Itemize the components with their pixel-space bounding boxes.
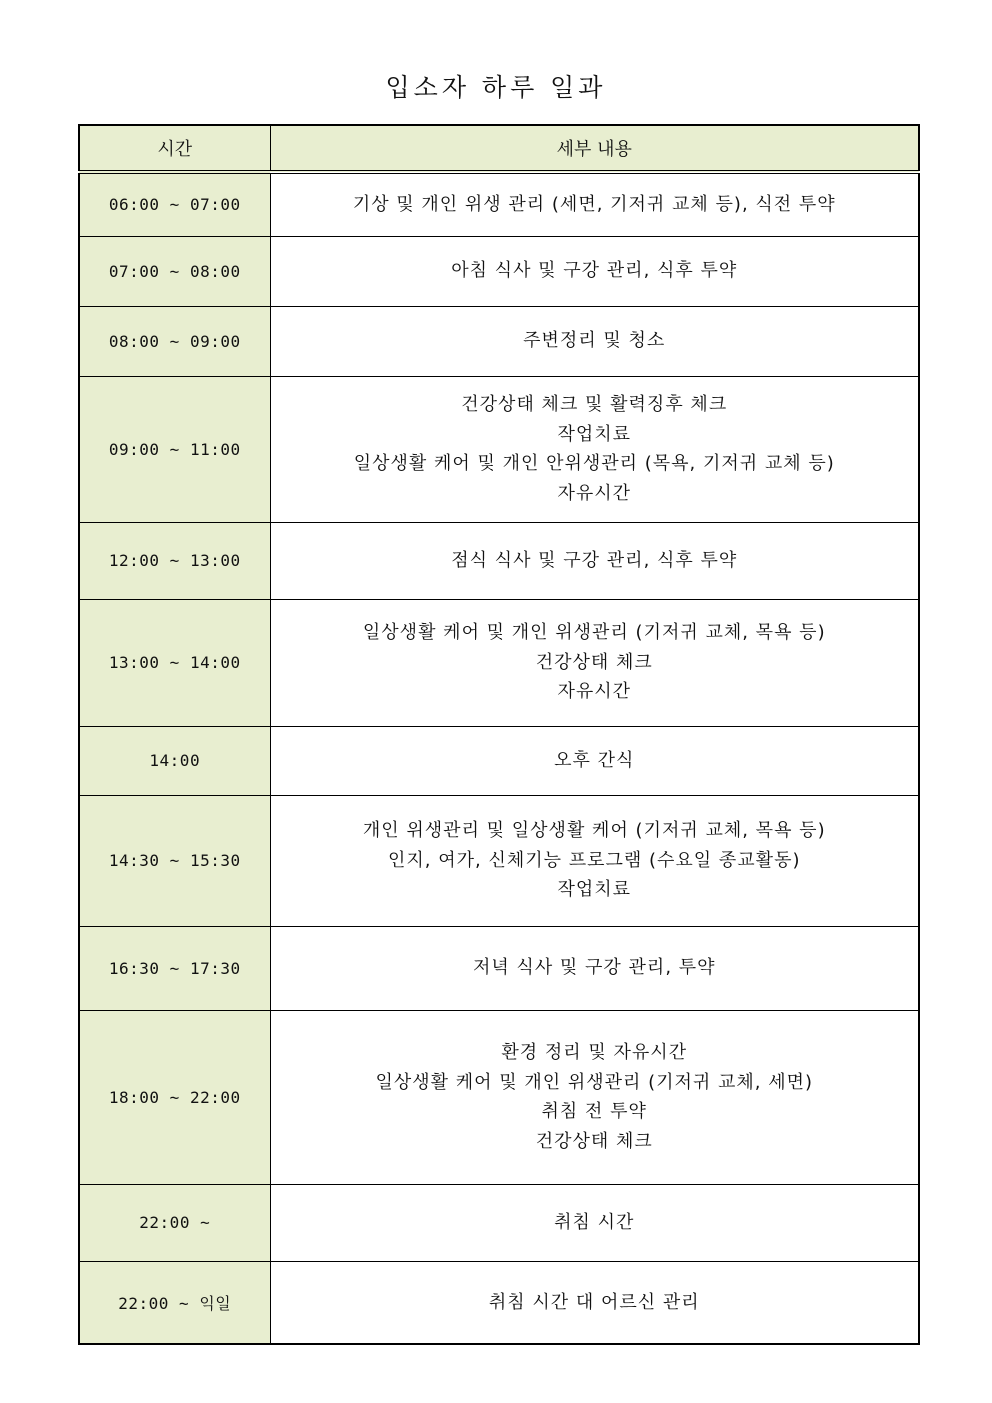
detail-line: 저녁 식사 및 구강 관리, 투약 [472, 957, 716, 979]
table-row [79, 172, 919, 236]
detail-line: 일상생활 케어 및 개인 안위생관리 (목욕, 기저귀 교체 등) [353, 453, 835, 474]
detail-line: 취침 시간 대 어르신 관리 [488, 1291, 700, 1313]
table-row [79, 1010, 919, 1184]
table-row [79, 795, 919, 926]
page-title: 입소자 하루 일과 [385, 73, 607, 102]
detail-line: 인지, 여가, 신체기능 프로그램 (수요일 종교활동) [388, 849, 801, 871]
time-cell: 07:00 ~ 08:00 [79, 236, 270, 306]
time-cell: 14:00 [79, 726, 270, 795]
detail-cell [270, 726, 919, 795]
detail-line: 아침 식사 및 구강 관리, 식후 투약 [451, 260, 738, 282]
detail-line: 자유시간 [557, 482, 632, 504]
detail-line: 환경 정리 및 자유시간 [501, 1042, 688, 1063]
detail-line: 건강상태 체크 [535, 1130, 653, 1152]
detail-cell [270, 599, 919, 726]
detail-cell [270, 1184, 919, 1261]
detail-cell [270, 236, 919, 306]
detail-column-header: 세부 내용 [270, 125, 919, 172]
table-row [79, 522, 919, 599]
detail-cell [270, 376, 919, 522]
detail-line: 일상생활 케어 및 개인 위생관리 (기저귀 교체, 목욕 등) [362, 622, 826, 644]
detail-line: 주변정리 및 청소 [523, 330, 666, 352]
detail-cell [270, 1261, 919, 1344]
table-row [79, 599, 919, 726]
detail-line: 건강상태 체크 [535, 651, 653, 673]
detail-cell [270, 306, 919, 376]
detail-line: 개인 위생관리 및 일상생활 케어 (기저귀 교체, 목욕 등) [362, 820, 826, 842]
table-row [79, 726, 919, 795]
table-header-row [79, 125, 919, 172]
daily-schedule-table [78, 124, 920, 1345]
time-cell: 13:00 ~ 14:00 [79, 599, 270, 726]
table-row [79, 306, 919, 376]
time-cell: 09:00 ~ 11:00 [79, 376, 270, 522]
detail-line: 작업치료 [557, 879, 632, 901]
time-cell: 22:00 ~ 익일 [79, 1261, 270, 1344]
detail-cell [270, 522, 919, 599]
time-cell: 08:00 ~ 09:00 [79, 306, 270, 376]
detail-cell [270, 795, 919, 926]
time-cell: 12:00 ~ 13:00 [79, 522, 270, 599]
detail-line: 오후 간식 [554, 749, 635, 771]
table-row [79, 376, 919, 522]
table-row [79, 1261, 919, 1344]
time-column-header: 시간 [79, 125, 270, 172]
detail-line: 자유시간 [557, 681, 632, 703]
detail-cell [270, 1010, 919, 1184]
time-cell: 18:00 ~ 22:00 [79, 1010, 270, 1184]
detail-line: 기상 및 개인 위생 관리 (세면, 기저귀 교체 등), 식전 투약 [352, 194, 836, 215]
table-row [79, 926, 919, 1010]
time-cell: 14:30 ~ 15:30 [79, 795, 270, 926]
table-row [79, 236, 919, 306]
detail-line: 작업치료 [557, 423, 632, 445]
detail-cell [270, 172, 919, 236]
detail-cell [270, 926, 919, 1010]
time-cell: 16:30 ~ 17:30 [79, 926, 270, 1010]
time-cell: 22:00 ~ [79, 1184, 270, 1261]
schedule-body [79, 172, 919, 1344]
time-cell: 06:00 ~ 07:00 [79, 172, 270, 236]
detail-line: 취침 시간 [554, 1211, 635, 1233]
detail-line: 일상생활 케어 및 개인 위생관리 (기저귀 교체, 세면) [375, 1071, 814, 1093]
detail-line: 점식 식사 및 구강 관리, 식후 투약 [451, 549, 738, 571]
detail-line: 취침 전 투약 [541, 1101, 647, 1122]
detail-line: 건강상태 체크 및 활력징후 체크 [461, 394, 728, 415]
table-row [79, 1184, 919, 1261]
